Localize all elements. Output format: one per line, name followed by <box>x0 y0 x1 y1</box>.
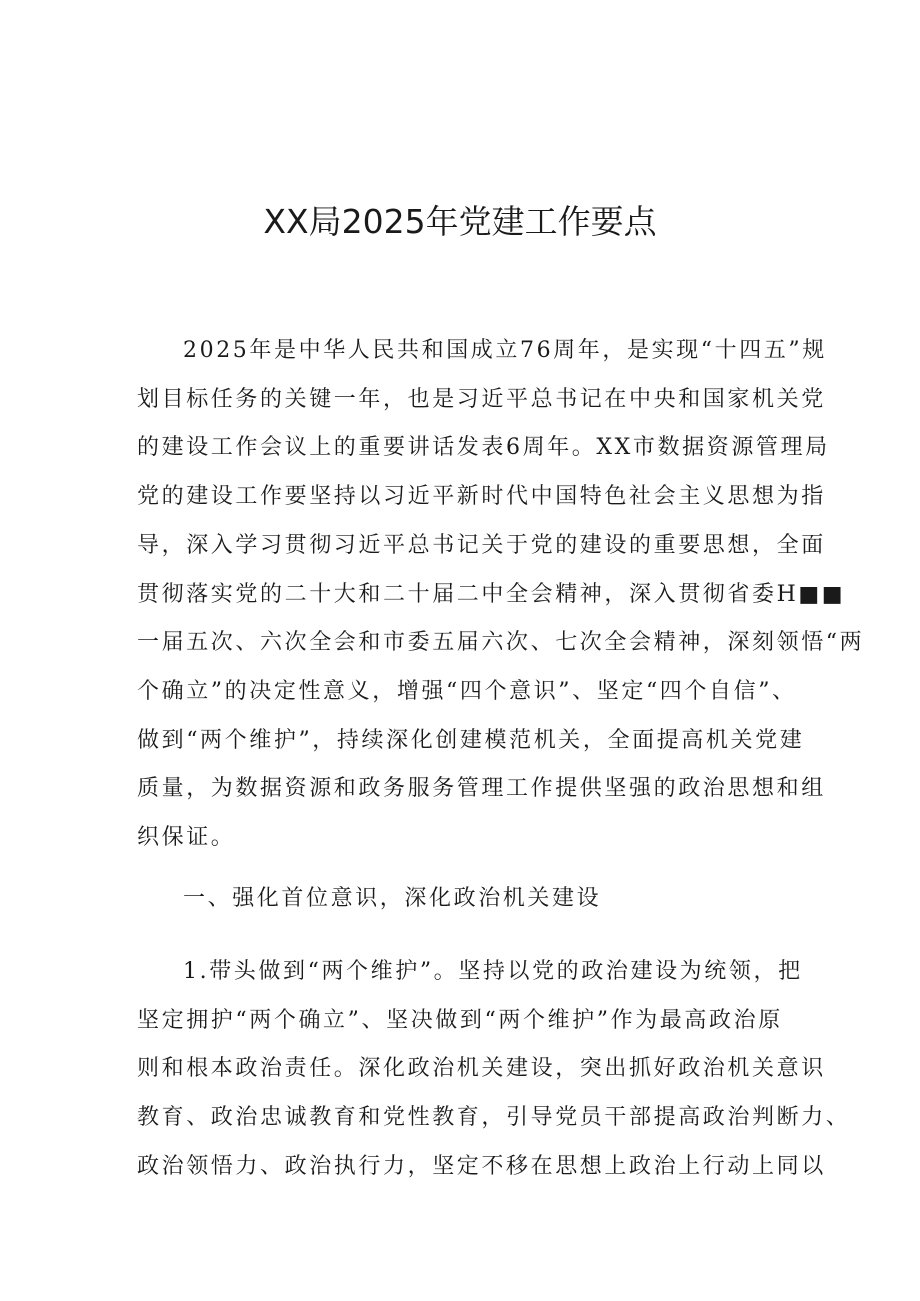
text-line: 教育、政治忠诚教育和党性教育，引导党员干部提高政治判断力、 <box>137 1105 851 1131</box>
item-1-paragraph <box>137 948 851 1192</box>
intro-paragraph <box>137 327 865 863</box>
text-line: 划目标任务的关键一年，也是习近平总书记在中央和国家机关党 <box>137 386 826 412</box>
section-heading-text: 一、强化首位意识，深化政治机关建设 <box>183 886 602 911</box>
text-line: 贯彻落实党的二十大和二十届二中全会精神，深入贯彻省委H■■ <box>137 581 846 607</box>
section-heading <box>137 875 797 924</box>
text-line: 坚定拥护“两个确立”、坚决做到“两个维护”作为最高政治原 <box>137 1007 783 1033</box>
text-line: 质量，为数据资源和政务服务管理工作提供坚强的政治思想和组 <box>137 776 826 802</box>
text-line: 做到“两个维护”，持续深化创建模范机关，全面提高机关党建 <box>137 727 805 753</box>
text-line: 的建设工作会议上的重要讲话发表6周年。XX市数据资源管理局 <box>137 435 830 461</box>
text-line: 1.带头做到“两个维护”。坚持以党的政治建设为统领，把 <box>183 959 803 984</box>
text-line: 则和根本政治责任。深化政治机关建设，突出抓好政治机关意识 <box>137 1056 826 1082</box>
text-line: 个确立”的决定性意义，增强“四个意识”、坚定“四个自信”、 <box>137 678 797 704</box>
document-title: XX局2025年党建工作要点 <box>263 202 657 241</box>
text-line: 党的建设工作要坚持以习近平新时代中国特色社会主义思想为指 <box>137 484 826 510</box>
text-line: 2025年是中华人民共和国成立76周年，是实现“十四五”规 <box>183 338 827 363</box>
text-line: 政治领悟力、政治执行力，坚定不移在思想上政治上行动上同以 <box>137 1153 826 1179</box>
text-line: 织保证。 <box>137 825 236 851</box>
text-line: 导，深入学习贯彻习近平总书记关于党的建设的重要思想，全面 <box>137 532 826 558</box>
text-line: 一届五次、六次全会和市委五届六次、七次全会精神，深刻领悟“两 <box>137 630 865 656</box>
